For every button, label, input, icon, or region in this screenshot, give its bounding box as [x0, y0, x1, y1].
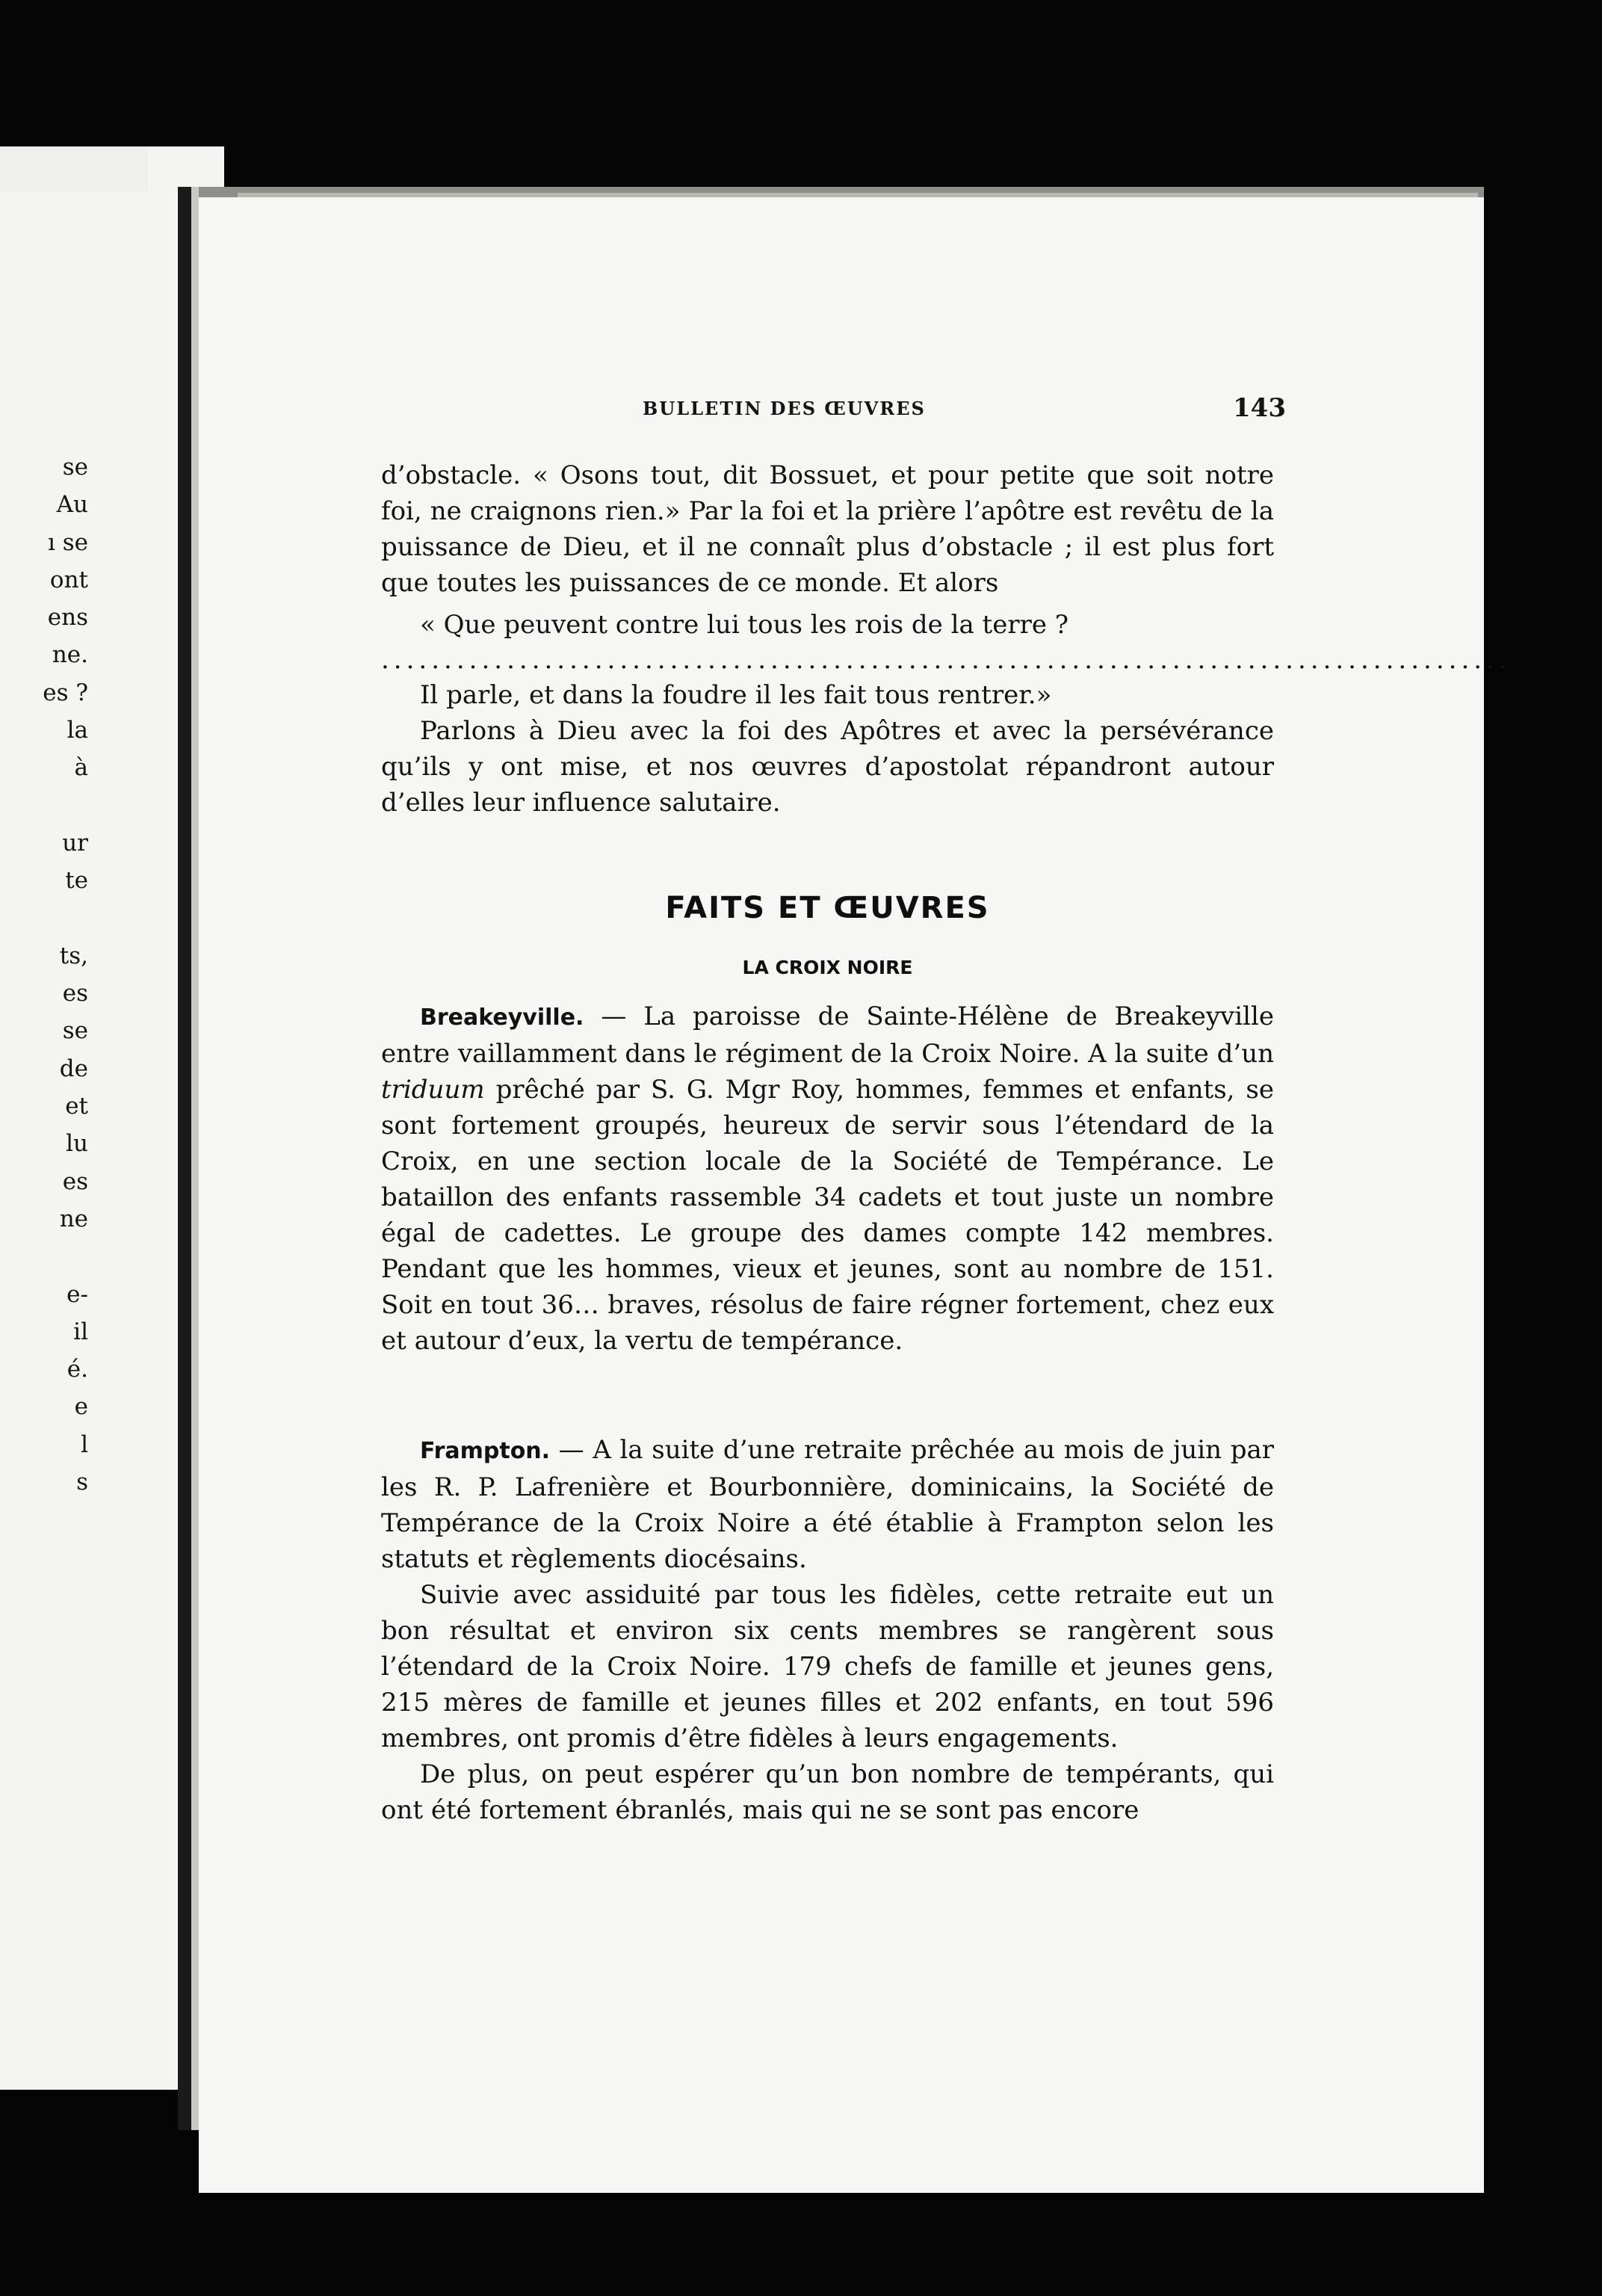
verse-line-1: « Que peuvent contre lui tous les rois de la terre ?	[420, 610, 1068, 640]
section-title: FAITS ET ŒUVRES	[665, 891, 990, 925]
left-page-fragment	[0, 787, 88, 824]
breakeyville-text-2: prêché par S. G. Mgr Roy, hommes, femmes et enfants, se sont fortement groupés, heureux de servir sous l’étendard de la Croix, en une section locale de la Société de Tempérance. Le bataillon des enfants rassemble 34 cadets et tout juste un nombre égal de cadettes. Le groupe des dames compte 142 membres. Pendant que les hommes, vieux et jeunes, sont au nombre de 151. Soit en tout 36… braves, résolus de faire régner fortement, chez eux et autour d’eux, la vertu de tempérance.	[381, 1075, 1274, 1356]
left-page-fragment	[0, 1238, 88, 1275]
breakeyville-text-1: — La paroisse de Sainte-Hélène de Breakeyville entre vaillamment dans le régiment de la Croix Noire. A la suite d’un	[381, 1002, 1274, 1069]
paragraph-breakeyville	[381, 999, 1274, 1359]
paragraph-apotres: Parlons à Dieu avec la foi des Apôtres et avec la persévérance qu’ils y ont mise, et nos œuvres d’apostolat répandront autour d’elles leur influence salutaire.	[381, 716, 1274, 818]
left-page-fragment: de	[59, 1055, 88, 1082]
frampton-text-1: — A la suite d’une retraite prêchée au mois de juin par les R. P. Lafrenière et Bourbonnière, dominicains, la Société de Tempérance de la Croix Noire a été établie à Frampton selon les statuts et règlements diocésains.	[381, 1435, 1274, 1574]
left-page-fragment: es	[62, 1167, 88, 1195]
running-head: BULLETIN DES ŒUVRES	[643, 398, 926, 419]
paragraph-frampton	[381, 1432, 1274, 1577]
left-page-fragment: ur	[62, 829, 88, 857]
left-page-fragment: se	[62, 454, 88, 481]
book-spine-shadow	[178, 187, 191, 2130]
left-page-fragment: et	[65, 1093, 88, 1120]
paragraph-frampton-3: De plus, on peut espérer qu’un bon nombre de tempérants, qui ont été fortement ébranlés, mais qui ne se sont pas encore	[381, 1759, 1274, 1825]
left-page-fragment: à	[74, 754, 88, 782]
left-page-fragment: ne	[59, 1205, 88, 1232]
opening-text	[381, 457, 1512, 821]
left-page-fragment: te	[65, 867, 88, 895]
left-page-fragment: ts,	[59, 942, 88, 969]
left-page-fragment: e	[74, 1393, 88, 1421]
breakeyville-italic: triduum	[381, 1075, 485, 1105]
place-name-breakeyville: Breakeyville.	[420, 1004, 584, 1031]
left-page-fragment: s	[76, 1469, 88, 1496]
left-page-fragment: Au	[56, 491, 88, 519]
frampton-section	[381, 1432, 1274, 1828]
paragraph-frampton-2: Suivie avec assiduité par tous les fidèles, cette retraite eut un bon résultat et environ six cents membres se rangèrent sous l’étendard de la Croix Noire. 179 chefs de famille et jeunes gens, 215 mères de famille et jeunes filles et 202 enfants, en tout 596 membres, ont promis d’être fidèles à leurs engagements.	[381, 1580, 1274, 1753]
page-top-edge	[238, 193, 1478, 197]
left-page-text-fragments	[0, 448, 88, 1501]
left-page-fragment: l	[81, 1431, 88, 1458]
left-page-fragment: ens	[47, 604, 88, 632]
left-page-top-edge	[0, 146, 148, 191]
left-page-fragment: é.	[67, 1356, 88, 1383]
left-page-fragment: la	[67, 717, 88, 744]
place-name-frampton: Frampton.	[420, 1438, 551, 1464]
left-page-fragment: ı se	[47, 528, 88, 556]
verse-line-2: Il parle, et dans la foudre il les fait tous rentrer.»	[420, 680, 1052, 710]
page-number: 143	[1233, 393, 1286, 423]
breakeyville-section	[381, 999, 1274, 1359]
left-page-fragment: es	[62, 980, 88, 1007]
left-page-fragment: e-	[67, 1280, 88, 1308]
left-page-fragment: es ?	[43, 679, 88, 706]
left-page-fragment: lu	[66, 1130, 88, 1158]
left-page-fragment: ne.	[52, 641, 88, 669]
left-page-fragment	[0, 900, 88, 937]
subsection-title: LA CROIX NOIRE	[742, 957, 913, 978]
paragraph-bossuet: d’obstacle. « Osons tout, dit Bossuet, et pour petite que soit notre foi, ne craignons rien.» Par la foi et la prière l’apôtre est revêtu de la puissance de Dieu, et il ne connaît plus d’obstacle ; il est plus fort que toutes les puissances de ce monde. Et alors	[381, 460, 1274, 598]
ellipsis-line: ..........................................................................................	[381, 645, 1512, 675]
left-page-fragment: se	[62, 1017, 88, 1045]
left-page-fragment: il	[73, 1318, 88, 1345]
left-page-fragment: ont	[49, 566, 88, 593]
